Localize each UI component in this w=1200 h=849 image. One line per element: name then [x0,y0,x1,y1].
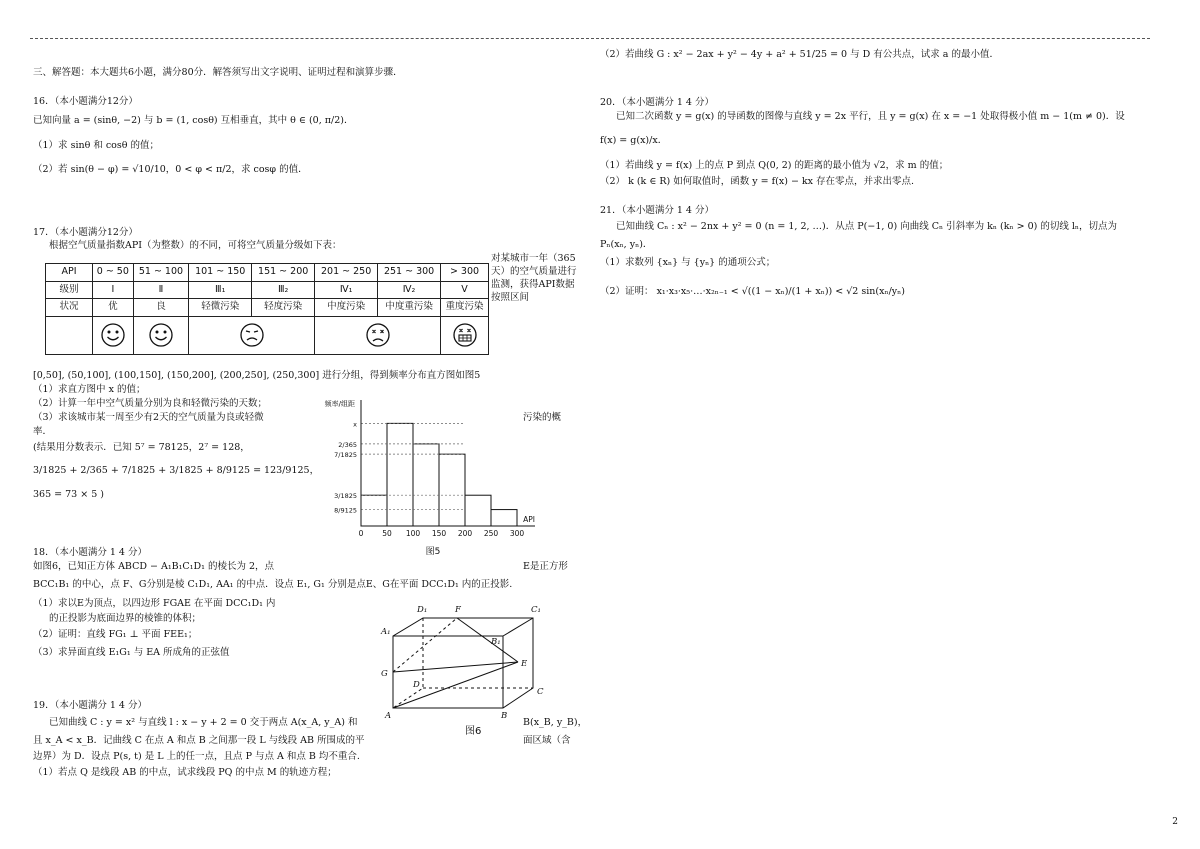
status-cell: 轻度污染 [252,299,315,317]
q16-line3: （2）若 sin(θ − φ) = √10/10，0 < φ < π/2，求 cosφ 的值． [33,164,308,175]
q17-part3-end: 率． [33,426,53,437]
q17-hint1: (结果用分数表示．已知 5⁷ = 78125，2⁷ = 128， [33,442,250,453]
histogram-bar [491,510,517,526]
q18-line1-tail: E是正方形 [523,561,568,572]
figure6-label: E [521,659,528,669]
q18-part1: （1）求以E为顶点，以四边形 FGAE 在平面 DCC₁D₁ 内 [33,598,276,609]
y-tick-label: 2/365 [338,440,357,449]
status-cell: 优 [93,299,134,317]
api-range: 201 ~ 250 [315,264,378,282]
x-tick-label: 300 [509,529,525,538]
figure6-label: D [413,680,420,690]
histogram-bar [465,495,491,526]
q17-part2: （2）计算一年中空气质量分别为良和轻微污染的天数； [33,398,268,409]
x-axis-label: API [523,515,535,524]
figure6-label: G [381,669,388,679]
q20-line2: f(x) = g(x)/x． [600,135,668,146]
y-tick-label: 8/9125 [334,506,357,515]
status-cell: 良 [133,299,189,317]
q18-line1: 如图6，已知正方体 ABCD − A₁B₁C₁D₁ 的棱长为 2，点 [33,561,275,572]
api-range: 0 ~ 50 [93,264,134,282]
unhappy-face-icon [239,322,265,348]
q19-line1: 已知曲线 C : y = x² 与直线 l : x − y + 2 = 0 交于两点 A(x_A, y_A) 和 [49,717,358,728]
q17-grouping: [0,50], (50,100], (100,150], (150,200], (200,250], (250,300] 进行分组，得到频率分布直方图如图5 [33,370,481,381]
histogram-bar [361,495,387,526]
api-range: 101 ~ 150 [189,264,252,282]
q20-title: 20．（本小题满分 1 4 分） [600,97,714,108]
figure6-label: A [385,711,392,721]
y-axis-label: 频率/组距 [324,400,355,408]
x-tick-label: 200 [457,529,473,538]
histogram-bar [413,444,439,526]
q17-intro: 根据空气质量指数API（为整数）的不同，可将空气质量分级如下表： [49,240,342,251]
api-range: 251 ~ 300 [378,264,441,282]
level-cell: Ⅲ₂ [252,281,315,299]
aqi-row-api [46,264,489,282]
figure6-label: A₁ [381,627,391,637]
x-tick-label: 0 [358,529,364,538]
figure6-label: F [455,605,461,615]
api-header: API [46,264,93,282]
happy-face-icon [100,322,126,348]
section-header: 三、解答题：本大题共6小题，满分80分．解答须写出文字说明、证明过程和演算步骤． [33,67,403,78]
q18-part3: （3）求异面直线 E₁G₁ 与 EA 所成角的正弦值 [33,647,230,658]
q21-part2: （2）证明： x₁·x₃·x₅·…·x₂ₙ₋₁ < √((1 − xₙ)/(1 + xₙ)) < √2 sin(xₙ/yₙ) [600,286,905,297]
q21-title: 21．（本小题满分 1 4 分） [600,205,714,216]
y-tick-label: x [353,420,357,429]
figure6-label: B [501,711,508,721]
figure6-caption: 图6 [465,726,482,737]
api-range: 51 ~ 100 [133,264,189,282]
x-tick-label: 250 [483,529,499,538]
q20-part1: （1）若曲线 y = f(x) 上的点 P 到点 Q(0, 2) 的距离的最小值为 √2，求 m 的值； [600,160,949,171]
level-cell: Ⅴ [441,281,489,299]
status-cell: 中度重污染 [378,299,441,317]
q16-line1: 已知向量 a = (sinθ, −2) 与 b = (1, cosθ) 互相垂直，其中 θ ∈ (0, π/2)． [33,115,354,126]
q16-line2: （1）求 sinθ 和 cosθ 的值； [33,140,160,151]
aqi-row-face [46,316,489,354]
frequency-histogram [303,398,543,560]
q21-line1: 已知曲线 Cₙ : x² − 2nx + y² = 0 (n = 1, 2, …)．从点 P(−1, 0) 向曲线 Cₙ 引斜率为 kₙ (kₙ > 0) 的切线 lₙ，切点为 [616,221,1118,232]
q19-part2: （2）若曲线 G : x² − 2ax + y² − 4y + a² + 51/25 = 0 与 D 有公共点，试求 a 的最小值． [600,49,999,60]
level-cell: Ⅳ₁ [315,281,378,299]
q17-part3-tail: 污染的概 [523,412,562,423]
figure6-label: C [537,687,544,697]
y-tick-label: 3/1825 [334,492,357,501]
q17-hint2: 3/1825 + 2/365 + 7/1825 + 3/1825 + 8/9125 = 123/9125， [33,465,320,476]
status-cell: 重度污染 [441,299,489,317]
x-tick-label: 100 [405,529,421,538]
q18-line2: BCC₁B₁ 的中心，点 F、G分别是棱 C₁D₁, AA₁ 的中点．设点 E₁, G₁ 分别是点E、G在平面 DCC₁D₁ 内的正投影. [33,579,513,590]
status-cell: 中度污染 [315,299,378,317]
status-header: 状况 [46,299,93,317]
masked-face-icon [452,322,478,348]
q17-part1: （1）求直方图中 x 的值； [33,384,146,395]
q16-title: 16．（本小题满分12分） [33,96,138,107]
q20-line1: 已知二次函数 y = g(x) 的导函数的图像与直线 y = 2x 平行，且 y = g(x) 在 x = −1 处取得极小值 m − 1(m ≠ 0)．设 [616,111,1125,122]
level-cell: Ⅰ [93,281,134,299]
q20-part2: （2） k (k ∈ R) 如何取值时，函数 y = f(x) − kx 存在零点，并求出零点. [600,176,915,187]
happy-face-icon [148,322,174,348]
q19-title: 19．（本小题满分 1 4 分） [33,700,147,711]
histogram-bar [387,423,413,526]
level-cell: Ⅱ [133,281,189,299]
aqi-row-status [46,299,489,317]
q18-part1-cont: 的正投影为底面边界的棱锥的体积； [49,613,202,624]
q17-title: 17．（本小题满分12分） [33,227,138,238]
level-cell: Ⅳ₂ [378,281,441,299]
q18-title: 18．（本小题满分 1 4 分） [33,547,147,558]
q19-line3: 边界）为 D．设点 P(s, t) 是 L 上的任一点，且点 P 与点 A 和点 B 均不重合. [33,751,360,762]
x-tick-label: 150 [431,529,447,538]
q21-line2: Pₙ(xₙ, yₙ)． [600,239,653,250]
q19-line2-tail: 面区域（含 [523,735,571,746]
level-cell: Ⅲ₁ [189,281,252,299]
histogram-bar [439,454,465,526]
q17-part3: （3）求该城市某一周至少有2天的空气质量为良或轻微 [33,412,264,423]
api-range: > 300 [441,264,489,282]
api-range: 151 ~ 200 [252,264,315,282]
aqi-table [45,263,489,355]
dizzy-face-icon [365,322,391,348]
figure6-label: B₁ [491,637,501,647]
x-tick-label: 50 [382,529,392,538]
q19-line2: 且 x_A < x_B．记曲线 C 在点 A 和点 B 之间那一段 L 与线段 AB 所围成的平 [33,735,365,746]
q17-side-note: 对某城市一年（365天）的空气质量进行监测，获得API数据按照区间 [491,253,577,303]
q21-part1: （1）求数列 {xₙ} 与 {yₙ} 的通项公式； [600,257,776,268]
y-tick-label: 7/1825 [334,451,357,460]
q19-line1-tail: B(x_B, y_B)， [523,717,588,728]
figure5-caption: 图5 [425,547,441,557]
q19-part1: （1）若点 Q 是线段 AB 的中点，试求线段 PQ 的中点 M 的轨迹方程； [33,767,337,778]
q17-hint3: 365 = 73 × 5 ) [33,489,104,500]
aqi-row-level [46,281,489,299]
page-number: 2 [1172,817,1178,827]
q18-part2: （2）证明：直线 FG₁ ⊥ 平面 FEE₁； [33,629,198,640]
figure6-label: D₁ [417,605,428,615]
level-header: 级别 [46,281,93,299]
figure6-label: C₁ [531,605,541,615]
status-cell: 轻微污染 [189,299,252,317]
header-rule [30,38,1150,39]
